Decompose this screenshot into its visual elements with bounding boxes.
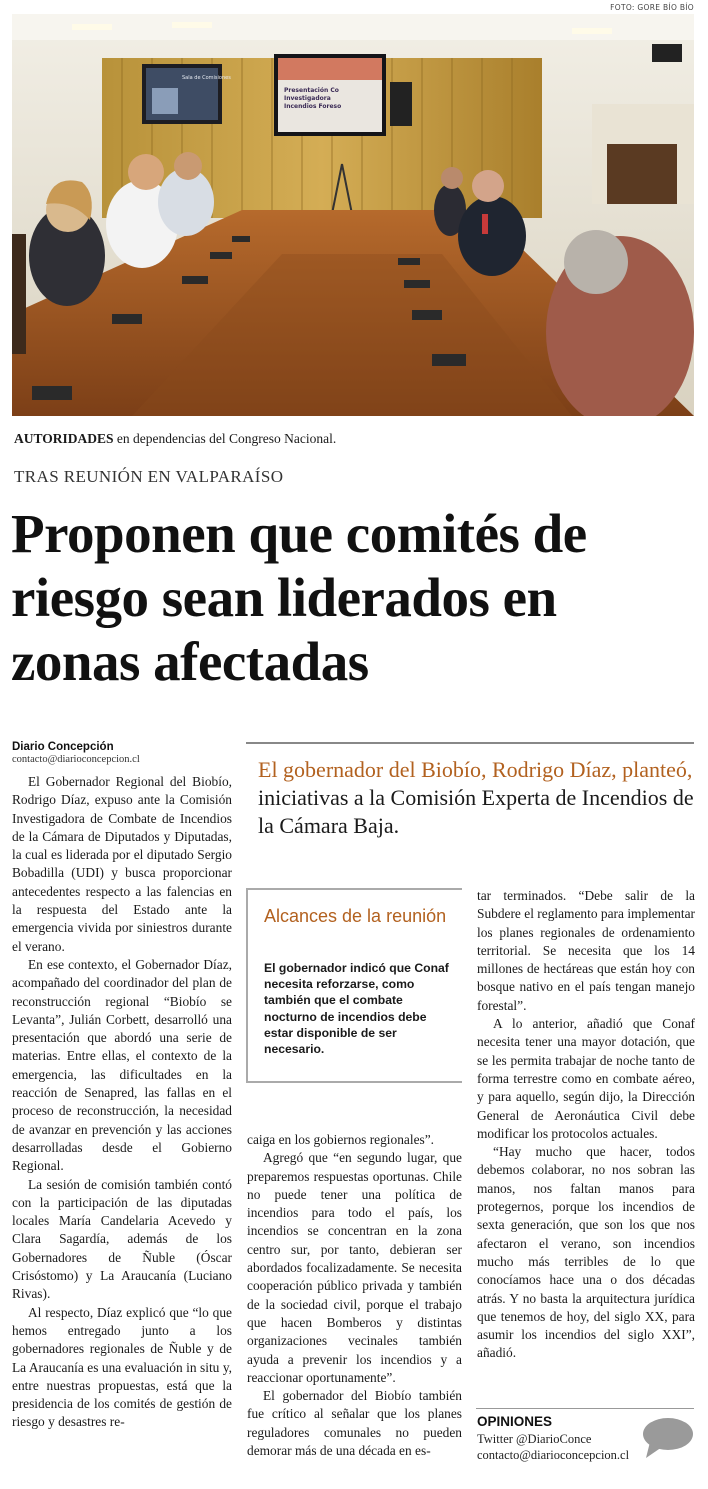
col1-paragraph-4: Al respecto, Díaz explicó que “lo que hemos entregado junto a los gobernadores regionales de Ñuble y de La Araucanía es una evaluación in situ y, entre nuestras propuestas, está que la presidencia de los comités de gestión de riesgo y desastres re- — [12, 1304, 232, 1430]
col1-paragraph-3: La sesión de comisión también contó con la participación de las diputadas locales María Candelaria Acevedo y Clara Sagardía, además de los Gobernadores de Ñuble (Óscar Crisóstomo) y La Araucanía (Luciano Rivas). — [12, 1176, 232, 1302]
byline-email[interactable]: contacto@diarioconcepcion.cl — [12, 754, 140, 765]
headline-line-2b: en — [489, 567, 557, 628]
article-column-2 — [247, 1131, 462, 1460]
opinions-twitter[interactable]: Twitter @DiarioConce — [477, 1432, 592, 1446]
opinions-title: OPINIONES — [477, 1414, 553, 1429]
deck-rule — [246, 742, 694, 744]
kicker: TRAS REUNIÓN EN VALPARAÍSO — [14, 467, 284, 486]
caption-rest: en dependencias del Congreso Nacional. — [113, 431, 337, 446]
deck-rest: iniciativas a la Comisión Experta de Incendios de la Cámara Baja. — [258, 785, 694, 838]
center-screen-line-1: Presentación Co — [284, 87, 339, 94]
headline — [11, 502, 701, 694]
center-screen-line-3: Incendios Foreso — [284, 103, 342, 110]
speech-bubble-icon — [640, 1416, 694, 1460]
opinions-email[interactable]: contacto@diarioconcepcion.cl — [477, 1448, 630, 1462]
headline-line-1: Proponen que comités de — [11, 503, 587, 564]
meeting-photo — [12, 14, 694, 416]
deck — [258, 756, 698, 840]
left-screen-text: Sala de Comisiones — [182, 75, 231, 81]
caption-lead: AUTORIDADES — [14, 431, 114, 446]
byline — [12, 741, 232, 765]
headline-line-2a: riesgo sean — [11, 567, 277, 628]
photo-caption — [14, 431, 694, 447]
col3-paragraph-2: A lo anterior, añadió que Conaf necesita tener una mayor dotación, que se les permita trabajar de noche tanto de forma terrestre como en combate aéreo, y para aquello, según dijo, la Dirección General de Aeronáutica Civil debe modificar los protocolos actuales. — [477, 1016, 695, 1141]
headline-line-3: zonas afectadas — [11, 631, 369, 692]
photo-credit: FOTO: GORE BÍO BÍO — [610, 3, 694, 12]
center-screen-line-2: Investigadora — [284, 95, 331, 102]
article-column-1 — [12, 773, 232, 1432]
col2-paragraph-3: El gobernador del Biobío también fue crítico al señalar que los planes reguladores comunales no pueden demorar más de una década en es- — [247, 1388, 462, 1459]
deck-accent: El gobernador del Biobío, Rodrigo Díaz, planteó, — [258, 757, 693, 782]
sidebar-box-title: Alcances de la reunión — [264, 906, 447, 926]
col2-paragraph-1: caiga en los gobiernos regionales”. — [247, 1132, 435, 1147]
opinions-rule — [476, 1408, 694, 1409]
col2-paragraph-2: Agregó que “en segundo lugar, que preparemos respuestas oportunas. Chile no puede tener una política de incendios para todo el país, los incendios se concentran en la zona centro sur, por tanto, debieran ser abordados focalizadamente. Se necesita cooperación público privada y también de la sociedad civil, porque el trabajo que hacen Bomberos y distintas organizaciones vecinales también ayuda a prevenir los incendios y a reaccionar oportunamente”. — [247, 1150, 462, 1385]
col3-paragraph-3: “Hay mucho que hacer, todos debemos colaborar, no nos sobran las manos, nos faltan manos para protegernos, porque los incendios de sexta generación, que son los que nos afectaron el verano, son incendios mucho más terribles de lo que conocíamos hace una o dos décadas atrás. Y no basta la arquitectura jurídica que tenemos de hoy, del siglo XX, para asumir los incendios del siglo XXI”, añadió. — [477, 1144, 695, 1361]
sidebar-box-body: El gobernador indicó que Conaf necesita reforzarse, como también que el combate nocturno de incendios debe estar disponible de ser necesario. — [264, 961, 449, 1057]
headline-line-2-bold: liderados — [276, 567, 490, 628]
col3-paragraph-1: tar terminados. “Debe salir de la Subdere el reglamento para implementar los planes regionales de ordenamiento territorial. Se necesita que los 14 millones de hectáreas que están hoy con bosque nativo en el país tengan manejo forestal”. — [477, 888, 695, 1013]
col1-paragraph-2: En ese contexto, el Gobernador Díaz, acompañado del coordinador del plan de reconstrucción regional “Biobío se Levanta”, Julián Corbett, desarrolló una presentación que abordó una serie de materias. Entre ellas, el contexto de la emergencia, las dificultades en la reacción de Senapred, las fallas en el proceso de reconstrucción, la necesidad de avanzar en prevención y las acciones desarrolladas desde el Gobierno Regional. — [12, 956, 232, 1174]
col1-paragraph-1: El Gobernador Regional del Biobío, Rodrigo Díaz, expuso ante la Comisión Investigadora de Combate de Incendios de la Cámara de Diputados y Diputadas, la cual es liderada por el diputado Sergio Bobadilla (UDI) y busca proporcionar antecedentes respecto a las falencias en la respuesta del Estado ante la emergencia vivida por siniestros durante el verano. — [12, 774, 232, 954]
article-column-3 — [477, 887, 695, 1363]
byline-name: Diario Concepción — [12, 741, 114, 753]
